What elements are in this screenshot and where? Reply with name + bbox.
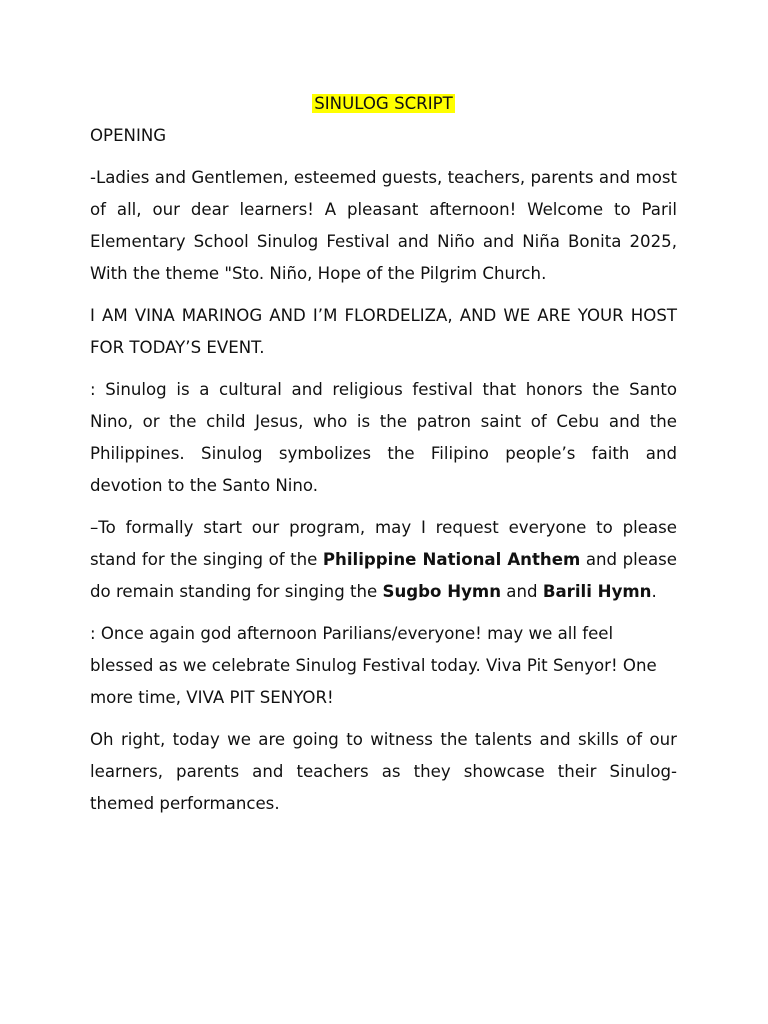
section-heading: OPENING: [90, 126, 167, 145]
paragraph-anthem-request: [90, 512, 677, 608]
paragraph-welcome: -Ladies and Gentlemen, esteemed guests, teachers, parents and most of all, our dear learners! A pleasant afternoon! Welcome to Paril Elementary School Sinulog Festival and Niño and Niña Bonita 2025, With the theme "Sto. Niño, Hope of the Pilgrim Church.: [90, 168, 677, 283]
anthem-bold-national-anthem: Philippine National Anthem: [322, 550, 581, 569]
paragraph-sinulog-description: : Sinulog is a cultural and religious festival that honors the Santo Nino, or the child Jesus, who is the patron saint of Cebu and the Philippines. Sinulog symbolizes the Filipino people’s faith and devotion to the Santo Nino.: [90, 380, 677, 495]
anthem-text-3: and: [501, 582, 543, 601]
anthem-bold-barili-hymn: Barili Hymn: [542, 582, 652, 601]
paragraph-hosts: I AM VINA MARINOG AND I’M FLORDELIZA, AND WE ARE YOUR HOST FOR TODAY’S EVENT.: [90, 306, 677, 357]
anthem-bold-sugbo-hymn: Sugbo Hymn: [382, 582, 502, 601]
anthem-text-2: and please do remain standing for singing the: [90, 550, 677, 601]
paragraph-greeting: : Once again god afternoon Parilians/everyone! may we all feel blessed as we celebrate Sinulog Festival today. Viva Pit Senyor! One more time, VIVA PIT SENYOR!: [90, 624, 657, 707]
title-line: [90, 88, 677, 120]
anthem-text-4: .: [651, 582, 657, 601]
paragraph-performances: Oh right, today we are going to witness the talents and skills of our learners, parents and teachers as they showcase their Sinulog-themed performances.: [90, 730, 677, 813]
document-page: [90, 88, 677, 830]
document-title: SINULOG SCRIPT: [314, 94, 453, 113]
anthem-text-1: –To formally start our program, may I request everyone to please stand for the singing of the: [90, 518, 677, 569]
